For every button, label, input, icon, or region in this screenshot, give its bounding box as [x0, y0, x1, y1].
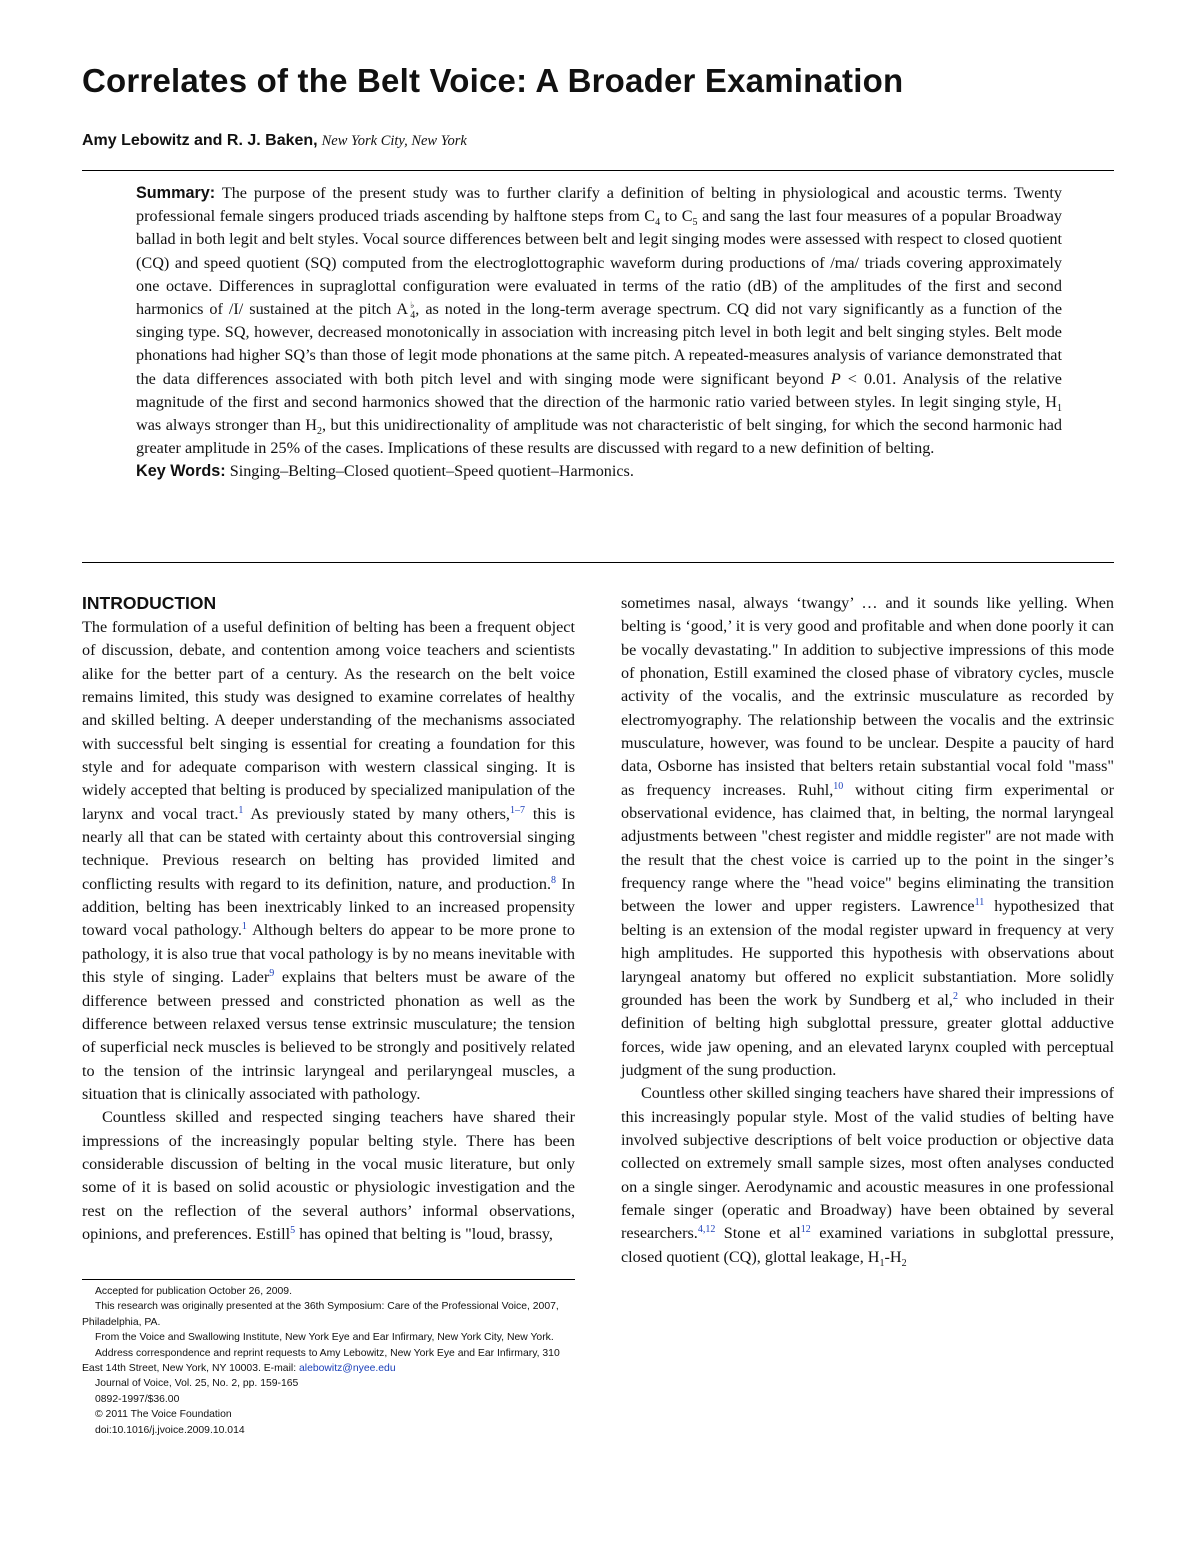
- summary-label: Summary:: [136, 184, 216, 202]
- author-names: Amy Lebowitz and R. J. Baken,: [82, 132, 318, 149]
- citation-link[interactable]: 5: [290, 1224, 296, 1236]
- intro-paragraph-2-continued: sometimes nasal, always ‘twangy’ … and it sounds like yelling. When belting is ‘good,’ it is very good and profitable and when done poorly it can be vocally devastating." In addition to subjective impressions of this mode of phonation, Estill examined the closed phase of vibratory cycles, muscle activity of the vocalis, and the extrinsic musculature as recorded by electromyography. The relationship between the vocalis and the extrinsic musculature, however, was found to be unclear. Despite a paucity of hard data, Osborne has insisted that belters retain substantial vocal fold "mass" as frequency increases. Ruhl,$^{10}$ without citing firm experimental or observational evidence, has claimed that, in belting, the normal laryngeal adjustments between "chest register and middle register" are not made with the result that the chest voice is carried up to the point in the singer’s frequency range where the "head voice" begins eliminating the transition between the lower and upper registers. Lawrence$^{11}$ hypothesized that belting is an extension of the modal register upward in frequency at very high amplitudes. He supported this hypothesis with observations about laryngeal anatomy but offered no explicit substantiation. More solidly grounded has been the work by Sundberg et al,$^2$ who included in their definition of belting high subglottal pressure, greater glottal adductive forces, wide jaw opening, and an elevated larynx coupled with perceptual judgment of the sung production.: [621, 594, 1115, 1079]
- email-link[interactable]: alebowitz@nyee.edu: [298, 1363, 396, 1375]
- footnote-journal: Journal of Voice, Vol. 25, No. 2, pp. 159-165: [95, 1378, 299, 1390]
- citation-link[interactable]: 12: [800, 1224, 811, 1236]
- intro-paragraph-2: Countless skilled and respected singing teachers have shared their impressions of the increasingly popular belting style. There has been considerable discussion of belting in the vocal music literature, but only some of it is based on solid acoustic or physiologic investigation and the rest on the reflection of the several authors’ informal observations, opinions, and preferences. Estill$^5$ has opined that belting is "loud, brassy,: [82, 1108, 575, 1243]
- abstract-summary: Summary: The purpose of the present study was to further clarify a definition of belting in physiological and acoustic terms. Twenty professional female singers produced triads ascending by halftone steps from $C_4$ to $C_5$ and sang the last four measures of a popular Broadway ballad in both legit and belt styles. Vocal source differences between belt and legit singing modes were assessed with respect to closed quotient (CQ) and speed quotient (SQ) computed from the electroglottographic waveform during productions of /ma/ triads covering approximately one octave. Differences in supraglottal configuration were evaluated in terms of the ratio (dB) of the amplitudes of the first and second harmonics of /I/ sustained at the pitch $A^♭_4$, as noted in the long-term average spectrum. CQ did not vary significantly as a function of the singing type. SQ, however, decreased monotonically in association with increasing pitch level in both legit and belt singing styles. Belt mode phonations had higher SQ’s than those of legit mode phonations at the same pitch. A repeated-measures analysis of variance demonstrated that the data differences associated with both pitch level and with singing mode were significant beyond P < 0.01. Analysis of the relative magnitude of the first and second harmonics showed that the direction of the harmonic ratio varied between styles. In legit singing style, $H_1$ was always stronger than $H_2$, but this unidirectionality of amplitude was not characteristic of belt singing, for which the second harmonic had greater amplitude in 25% of the cases. Implications of these results are discussed with regard to a new definition of belting.: [136, 184, 1062, 458]
- citation-link[interactable]: 10: [833, 780, 844, 792]
- citation-link[interactable]: 1: [241, 921, 247, 933]
- left-column: [82, 592, 575, 1246]
- footnote-affiliation: From the Voice and Swallowing Institute, New York Eye and Ear Infirmary, New York City, New York.: [95, 1332, 554, 1344]
- abstract-keywords: Key Words: Singing–Belting–Closed quotient–Speed quotient–Harmonics.: [136, 462, 634, 481]
- top-rule: [82, 170, 1114, 171]
- author-line: [82, 132, 1122, 150]
- intro-paragraph-1: The formulation of a useful definition of belting has been a frequent object of discussion, debate, and contention among voice teachers and scientists alike for the better part of a century. As the research on the belt voice remains limited, this study was designed to examine correlates of healthy and skilled belting. A deeper understanding of the mechanisms associated with successful belt singing is essential for creating a foundation for this style and for adequate comparison with western classical singing. It is widely accepted that belting is produced by specialized manipulation of the larynx and vocal tract.$^1$ As previously stated by many others,$^{1-7}$ this is nearly all that can be stated with certainty about this controversial singing technique. Previous research on belting has provided limited and conflicting results with regard to its definition, nature, and production.$^8$ In addition, belting has been inextricably linked to an increased propensity toward vocal pathology.$^1$ Although belters do appear to be more prone to pathology, it is also true that vocal pathology is by no means inevitable with this style of singing. Lader$^9$ explains that belters must be aware of the difference between pressed and constricted phonation as well as the difference between relaxed versus tense extrinsic musculature; the tension of superficial neck muscles is believed to be strongly and positively related to the tension of the intrinsic laryngeal and perilaryngeal muscles, a situation that is clinically associated with pathology.: [82, 618, 576, 1103]
- footnote-address: Address correspondence and reprint requests to Amy Lebowitz, New York Eye and Ear Infirmary, 310 East 14th Street, New York, NY 10003. E-mail: alebowitz@nyee.edu: [82, 1347, 560, 1375]
- citation-link[interactable]: 11: [974, 897, 985, 909]
- citation-link[interactable]: 4,12: [697, 1224, 716, 1236]
- footnote-doi: doi:10.1016/j.jvoice.2009.10.014: [95, 1424, 245, 1436]
- intro-paragraph-3: Countless other skilled singing teachers have shared their impressions of this increasingly popular style. Most of the valid studies of belting have involved subjective descriptions of belt voice production or objective data collected on extremely small sample sizes, most often analyses conducted on a single singer. Aerodynamic and acoustic measures in one professional female singer (operatic and Broadway) have been obtained by several researchers.$^{4,12}$ Stone et $al^{12}$ examined variations in subglottal pressure, closed quotient (CQ), glottal leakage, $H_1-H_2$: [621, 1084, 1114, 1269]
- abstract-bottom-rule: [82, 562, 1114, 563]
- section-heading-introduction: INTRODUCTION: [82, 593, 217, 613]
- citation-link[interactable]: 1–7: [509, 804, 525, 816]
- footnote-rule: [82, 1279, 575, 1280]
- abstract: [136, 182, 1062, 484]
- footnote-presented: This research was originally presented at the 36th Symposium: Care of the Professional Voice, 2007, Philadelphia, PA.: [82, 1301, 559, 1328]
- citation-link[interactable]: 8: [551, 874, 557, 886]
- right-column: [621, 592, 1114, 1269]
- citation-link[interactable]: 1: [238, 804, 244, 816]
- footnote-issn: 0892-1997/$36.00: [95, 1393, 180, 1405]
- footnotes: [82, 1284, 575, 1438]
- footnote-copyright: © 2011 The Voice Foundation: [95, 1409, 232, 1421]
- citation-link[interactable]: 2: [952, 990, 958, 1002]
- footnote-accepted: Accepted for publication October 26, 2009.: [95, 1286, 292, 1297]
- paper-title: Correlates of the Belt Voice: A Broader Examination: [82, 62, 904, 99]
- citation-link[interactable]: 9: [269, 968, 275, 980]
- keywords-label: Key Words:: [136, 462, 226, 481]
- author-location: New York City, New York: [321, 133, 467, 149]
